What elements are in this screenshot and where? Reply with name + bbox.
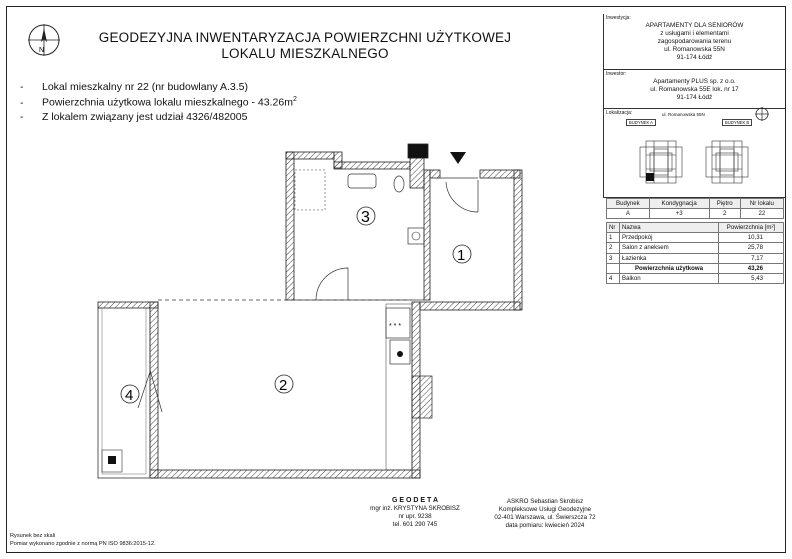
- room-number-1: 1: [457, 247, 466, 264]
- floor-plan: [90, 140, 466, 500]
- north-label: N: [39, 47, 45, 54]
- building-a-label: BUDYNEK A: [626, 119, 656, 126]
- stove-marks: * * *: [389, 323, 402, 330]
- surveyor-phone: tel. 601 290 745: [392, 521, 438, 528]
- unit-table-row: A +3 2 22: [607, 209, 784, 219]
- info-line-3: - Z lokalem związany jest udział 4326/482005: [20, 111, 248, 123]
- wall: [430, 170, 440, 178]
- room-number-2: 2: [279, 377, 288, 394]
- wall: [98, 302, 158, 308]
- shower-icon: [408, 228, 424, 244]
- location-box: Lokalizacja: ul. Romanowska 55N BUDYNEK A BUDYNEK B: [603, 109, 785, 198]
- building-b-plan-icon: [702, 137, 752, 187]
- info-line-2: - Powierzchnia użytkowa lokalu mieszkalnego - $43.26m^2$: [20, 96, 297, 109]
- company-block: ASKRO Sebastian Skrobisz Kompleksowe Usługi Geodezyjne 02-401 Warszawa, ul. Świerszcza 72 data pomiaru: kwiecień 2024: [494, 498, 596, 529]
- room-number-3: 3: [361, 209, 370, 226]
- surveyor-licence: nr upr. 9238: [398, 513, 432, 520]
- investment-box: Inwestycja: APARTAMENTY DLA SENIORÓW z usługami i elementami zagospodarowania terenu ul. Romanowska 55N 91-174 Łódź: [603, 14, 785, 70]
- page-title: [80, 30, 530, 62]
- wall: [150, 470, 420, 478]
- wall: [150, 302, 158, 478]
- unit-table: [606, 198, 784, 219]
- surveyor-label: G E O D E T A: [391, 497, 439, 504]
- table-row: 1 Przedpokój 10,31: [607, 233, 784, 243]
- unit-table-header: Budynek Kondygnacja Piętro Nr lokalu: [607, 199, 784, 209]
- ventilation-shaft: [412, 376, 432, 418]
- toilet-icon: [394, 176, 404, 192]
- room-number-4: 4: [125, 387, 134, 404]
- wall: [286, 152, 294, 300]
- wall: [334, 162, 410, 169]
- wall: [424, 170, 430, 300]
- investor-box: Inwestor: Apartamenty PLUS sp. z o.o. ul. Romanowska 55E lok. nr 17 91-174 Łódź: [603, 70, 785, 109]
- sink-icon: [348, 174, 376, 188]
- surveyor-name: mgr inż. KRYSTYNA SKROBISZ: [370, 505, 460, 512]
- building-a-plan-icon: [636, 137, 686, 187]
- rooms-table: [606, 222, 784, 284]
- wall: [286, 152, 334, 159]
- balcony: [98, 308, 150, 478]
- wall: [514, 170, 522, 310]
- wall: [410, 158, 424, 188]
- balcony-row: 4 Balkon 5,43: [607, 273, 784, 283]
- surveyor-block: [350, 497, 480, 529]
- total-row: Powierzchnia użytkowa 43,26: [607, 263, 784, 273]
- shaft: [408, 144, 428, 158]
- notes-block: Rysunek bez skali Pomiar wykonano zgodnie z normą PN ISO 9836:2015-12.: [10, 533, 156, 547]
- north-arrow-icon: [26, 22, 62, 58]
- table-row: 2 Salon z aneksem 25,78: [607, 243, 784, 253]
- wall: [420, 302, 520, 310]
- location-street: ul. Romanowska 55N: [662, 112, 705, 117]
- title-line-2: LOKALU MIESZKALNEGO: [221, 46, 389, 61]
- north-small-icon: [754, 106, 770, 122]
- table-row: 3 Łazienka 7,17: [607, 253, 784, 263]
- title-line-1: GEODEZYJNA INWENTARYZACJA POWIERZCHNI UŻYTKOWEJ: [98, 30, 512, 45]
- info-line-1: - Lokal mieszkalny nr 22 (nr budowlany A.3.5): [20, 81, 249, 93]
- rooms-table-header: Nr Nazwa Powierzchnia [m²]: [607, 223, 784, 233]
- building-b-label: BUDYNEK B: [722, 119, 752, 126]
